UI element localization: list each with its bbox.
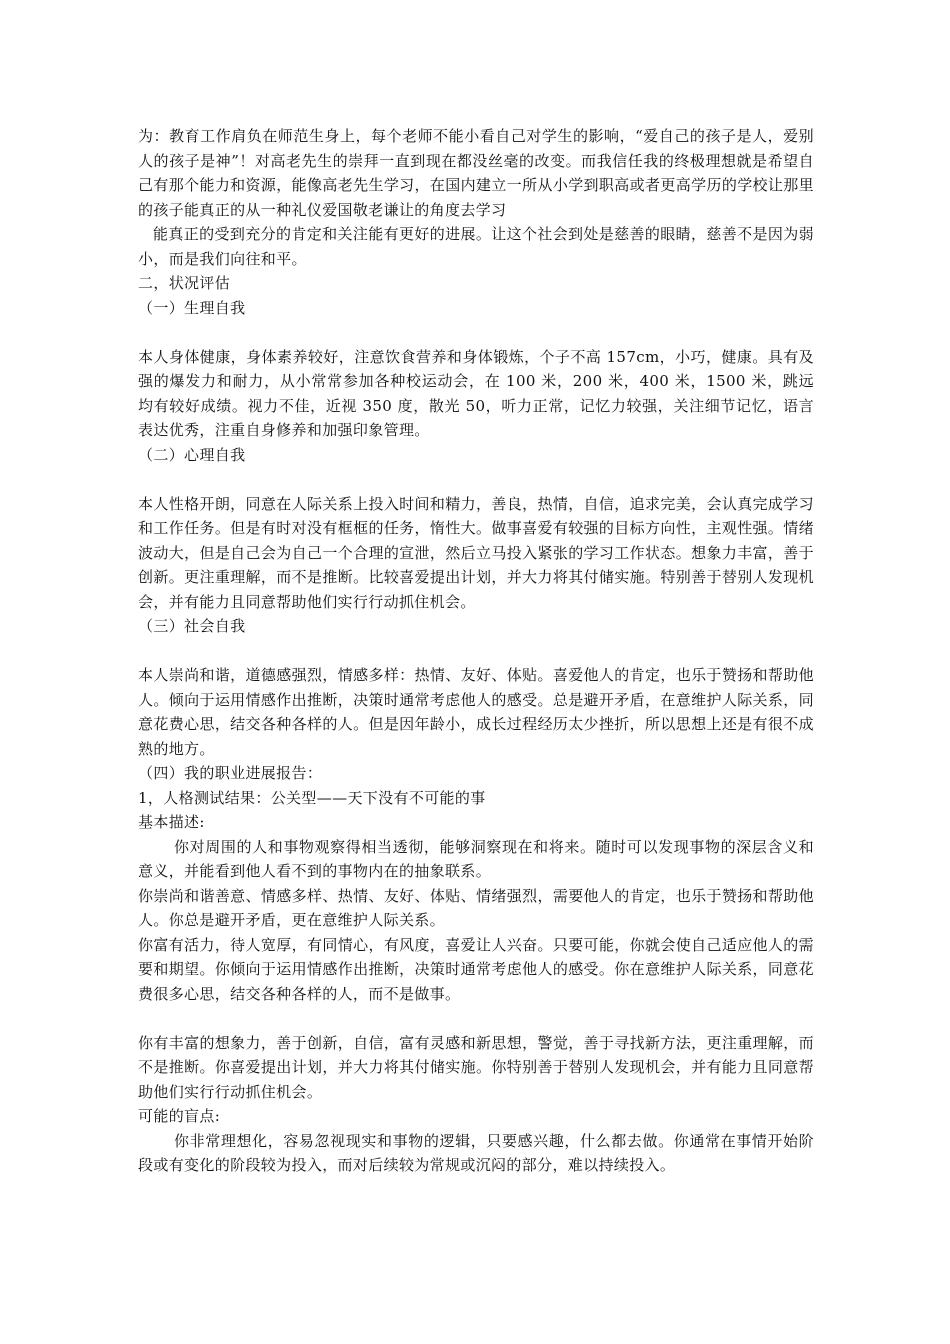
- document-page: [138, 124, 814, 1178]
- subheading-physical-self: （一）生理自我: [138, 298, 246, 317]
- paragraph-social-hope: 能真正的受到充分的肯定和关注能有更好的进展。让这个社会到处是慈善的眼睛，慈善不是因为弱小，而是我们向往和平。: [138, 225, 814, 268]
- paragraph-description-imagination: 你有丰富的想象力，善于创新，自信，富有灵感和新思想，警觉，善于寻找新方法，更注重理解，而不是推断。你喜爱提出计划，并大力将其付储实施。你特别善于替别人发现机会，并有能力且同意帮助他们实行行动抓住机会。: [138, 1033, 814, 1101]
- personality-test-result: 1，人格测试结果：公关型——天下没有不可能的事: [138, 788, 486, 807]
- paragraph-blind-spots: 你非常理想化，容易忽视现实和事物的逻辑，只要感兴趣，什么都去做。你通常在事情开始阶段或有变化的阶段较为投入，而对后续较为常规或沉闷的部分，难以持续投入。: [138, 1131, 814, 1174]
- paragraph-social-self: 本人崇尚和谐，道德感强烈，情感多样：热情、友好、体贴。喜爱他人的肯定，也乐于赞扬和帮助他人。倾向于运用情感作出推断，决策时通常考虑他人的感受。总是避开矛盾，在意维护人际关系，同意花费心思，结交各种各样的人。但是因年龄小，成长过程经历太少挫折，所以思想上还是有很不成熟的地方。: [138, 666, 814, 758]
- paragraph-description-harmony: 你崇尚和谐善意、情感多样、热情、友好、体贴、情绪强烈，需要他人的肯定，也乐于赞扬和帮助他人。你总是避开矛盾，更在意维护人际关系。: [138, 886, 814, 929]
- section-heading-status-assessment: 二，状况评估: [138, 274, 231, 292]
- paragraph-description-energy: 你富有活力，待人宽厚，有同情心，有风度，喜爱让人兴奋。只要可能，你就会使自己适应他人的需要和期望。你倾向于运用情感作出推断，决策时通常考虑他人的感受。你在意维护人际关系，同意花费很多心思，结交各种各样的人，而不是做事。: [138, 935, 814, 1003]
- subheading-career-report: （四）我的职业进展报告：: [138, 764, 323, 782]
- blank-line: [138, 1006, 814, 1031]
- blank-line: [138, 467, 814, 492]
- label-basic-description: 基本描述:: [138, 813, 205, 831]
- paragraph-description-observation: 你对周围的人和事物观察得相当透彻，能够洞察现在和将来。随时可以发现事物的深层含义和意义，并能看到他人看不到的事物内在的抽象联系。: [138, 837, 814, 880]
- blank-line: [138, 639, 814, 664]
- blank-line: [138, 320, 814, 345]
- paragraph-physical-self: 本人身体健康，身体素养较好，注意饮食营养和身体锻炼，个子不高 157cm，小巧，健康。具有及强的爆发力和耐力，从小常常参加各种校运动会，在 100 米，200 米，400 米，1500 米，跳远均有较好成绩。视力不佳，近视 350 度，散光 50，听力正常，记忆力较强，关注细节记忆，语言表达优秀，注重自身修养和加强印象管理。: [138, 347, 814, 439]
- subheading-psychological-self: （二）心理自我: [138, 445, 246, 464]
- paragraph-psychological-self: 本人性格开朗，同意在人际关系上投入时间和精力，善良，热情，自信，追求完美，会认真完成学习和工作任务。但是有时对没有框框的任务，惰性大。做事喜爱有较强的目标方向性，主观性强。情绪波动大，但是自己会为自己一个合理的宣泄，然后立马投入紧张的学习工作状态。想象力丰富，善于创新。更注重理解，而不是推断。比较喜爱提出计划，并大力将其付储实施。特别善于替别人发现机会，并有能力且同意帮助他们实行行动抓住机会。: [138, 494, 814, 611]
- label-possible-blind-spots: 可能的盲点:: [138, 1107, 221, 1125]
- paragraph-education-ideal: 为：教育工作肩负在师范生身上，每个老师不能小看自己对学生的影响，“爱自己的孩子是人，爱别人的孩子是神”！对高老先生的崇拜一直到现在都没丝毫的改变。而我信任我的终极理想就是希望自己有那个能力和资源，能像高老先生学习，在国内建立一所从小学到职高或者更高学历的学校让那里的孩子能真正的从一种礼仪爱国敬老谦让的角度去学习: [138, 127, 814, 219]
- subheading-social-self: （三）社会自我: [138, 617, 246, 635]
